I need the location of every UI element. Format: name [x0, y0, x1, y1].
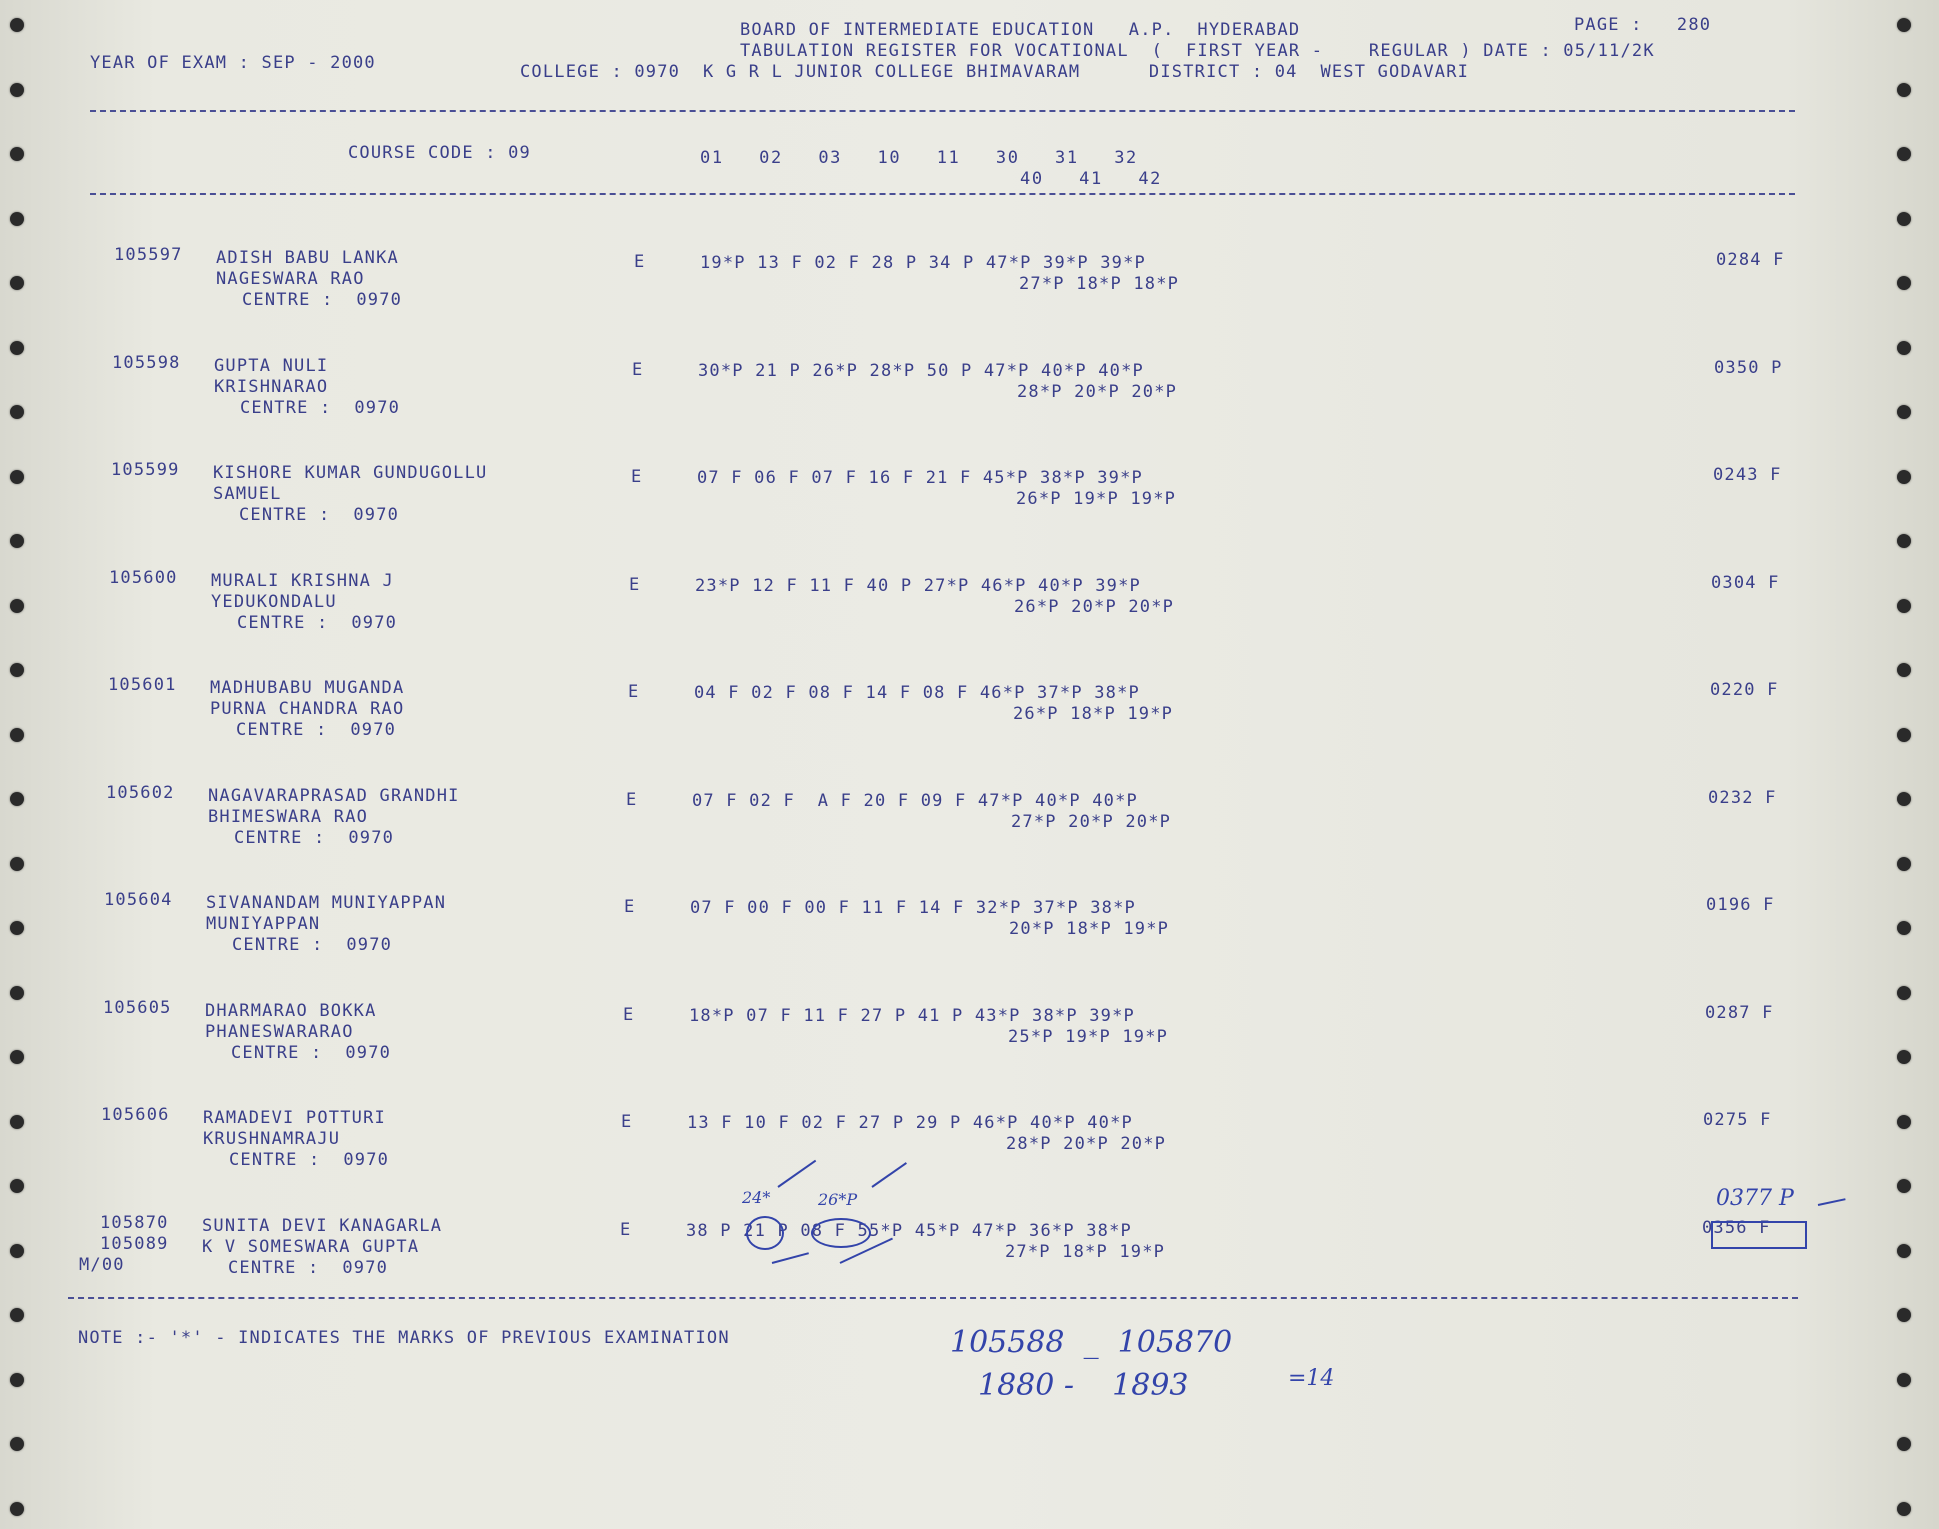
student-name: KISHORE KUMAR GUNDUGOLLU — [213, 463, 488, 483]
handwritten-range-serial: 1880 - 1893 — [978, 1368, 1189, 1403]
parent-name: PURNA CHANDRA RAO — [210, 699, 405, 719]
total-result: 0220 F — [1710, 680, 1779, 700]
perforation-hole — [10, 341, 24, 355]
hall-ticket-number-alt: 105089 — [100, 1234, 169, 1254]
total-result: 0243 F — [1713, 465, 1782, 485]
parent-name: PHANESWARARAO — [205, 1022, 354, 1042]
centre-code: CENTRE : 0970 — [228, 1258, 389, 1278]
perforation-hole — [10, 276, 24, 290]
subject-codes-row2: 40 41 42 — [1020, 169, 1163, 189]
centre-code: CENTRE : 0970 — [231, 1043, 392, 1063]
perforation-hole — [1897, 212, 1911, 226]
perforation-hole — [1897, 534, 1911, 548]
perforation-hole — [10, 534, 24, 548]
total-result: 0284 F — [1716, 250, 1785, 270]
medium: E — [626, 790, 638, 810]
hall-ticket-number: 105604 — [104, 890, 173, 910]
perforation-hole — [1897, 921, 1911, 935]
centre-code: CENTRE : 0970 — [240, 398, 401, 418]
handwritten-new-total: 0377 P — [1716, 1186, 1794, 1211]
marks-row1: 07 F 02 F A F 20 F 09 F 47*P 40*P 40*P — [692, 791, 1138, 811]
board-title: BOARD OF INTERMEDIATE EDUCATION A.P. HYDERABAD — [740, 20, 1301, 40]
hall-ticket-number: 105606 — [101, 1105, 170, 1125]
perforation-hole — [1897, 405, 1911, 419]
medium: E — [628, 682, 640, 702]
perforation-hole — [10, 1115, 24, 1129]
perforation-hole — [10, 663, 24, 677]
parent-name: NAGESWARA RAO — [216, 269, 365, 289]
perforation-hole — [10, 857, 24, 871]
hall-ticket-number: 105605 — [103, 998, 172, 1018]
centre-code: CENTRE : 0970 — [229, 1150, 390, 1170]
medium: E — [634, 252, 646, 272]
parent-name: KRISHNARAO — [214, 377, 329, 397]
marks-row1: 07 F 06 F 07 F 16 F 21 F 45*P 38*P 39*P — [697, 468, 1143, 488]
student-name: DHARMARAO BOKKA — [205, 1001, 377, 1021]
centre-code: CENTRE : 0970 — [237, 613, 398, 633]
centre-code: CENTRE : 0970 — [239, 505, 400, 525]
marks-row1: 13 F 10 F 02 F 27 P 29 P 46*P 40*P 40*P — [687, 1113, 1133, 1133]
perforation-hole — [1897, 341, 1911, 355]
parent-name: SAMUEL — [213, 484, 282, 504]
perforation-hole — [1897, 1308, 1911, 1322]
divider-header — [90, 193, 1795, 195]
marks-row1: 07 F 00 F 00 F 11 F 14 F 32*P 37*P 38*P — [690, 898, 1136, 918]
medium: E — [629, 575, 641, 595]
course-code: COURSE CODE : 09 — [348, 143, 531, 163]
hall-ticket-number: 105870 — [100, 1213, 169, 1233]
marks-row1: 30*P 21 P 26*P 28*P 50 P 47*P 40*P 40*P — [698, 361, 1144, 381]
centre-code: CENTRE : 0970 — [236, 720, 397, 740]
perforation-hole — [10, 405, 24, 419]
pen-stroke — [871, 1162, 907, 1188]
perforation-hole — [1897, 1502, 1911, 1516]
perforation-hole — [10, 1179, 24, 1193]
perforation-hole — [10, 1437, 24, 1451]
marks-row2: 27*P 18*P 19*P — [1005, 1242, 1166, 1262]
medium: E — [631, 467, 643, 487]
perforation-hole — [10, 921, 24, 935]
perforation-hole — [10, 1502, 24, 1516]
circled-mark — [746, 1216, 784, 1250]
medium: E — [624, 897, 636, 917]
student-name: SIVANANDAM MUNIYAPPAN — [206, 893, 447, 913]
perforation-hole — [1897, 857, 1911, 871]
hall-ticket-number: 105600 — [109, 568, 178, 588]
supplementary-tag: M/00 — [79, 1255, 125, 1275]
perforation-hole — [1897, 663, 1911, 677]
marks-row2: 27*P 18*P 18*P — [1019, 274, 1180, 294]
divider-bottom — [68, 1297, 1798, 1299]
centre-code: CENTRE : 0970 — [232, 935, 393, 955]
perforation-hole — [1897, 1437, 1911, 1451]
parent-name: BHIMESWARA RAO — [208, 807, 369, 827]
perforation-hole — [1897, 728, 1911, 742]
marks-row2: 20*P 18*P 19*P — [1009, 919, 1170, 939]
marks-row2: 28*P 20*P 20*P — [1006, 1134, 1167, 1154]
perforation-hole — [10, 1308, 24, 1322]
perforation-hole — [1897, 792, 1911, 806]
handwritten-count: =14 — [1288, 1366, 1335, 1391]
perforation-hole — [10, 147, 24, 161]
hall-ticket-number: 105601 — [108, 675, 177, 695]
marks-row2: 26*P 18*P 19*P — [1013, 704, 1174, 724]
perforation-hole — [1897, 147, 1911, 161]
register-title: TABULATION REGISTER FOR VOCATIONAL ( FIRST YEAR - REGULAR ) DATE : 05/11/2K — [740, 41, 1655, 61]
parent-name: MUNIYAPPAN — [206, 914, 321, 934]
student-name: NAGAVARAPRASAD GRANDHI — [208, 786, 460, 806]
perforation-hole — [10, 470, 24, 484]
marks-row2: 26*P 19*P 19*P — [1016, 489, 1177, 509]
centre-code: CENTRE : 0970 — [242, 290, 403, 310]
perforation-hole — [1897, 18, 1911, 32]
total-result: 0232 F — [1708, 788, 1777, 808]
hall-ticket-number: 105598 — [112, 353, 181, 373]
hall-ticket-number: 105599 — [111, 460, 180, 480]
perforation-hole — [1897, 1050, 1911, 1064]
perforation-hole — [1897, 1179, 1911, 1193]
student-name: MADHUBABU MUGANDA — [210, 678, 405, 698]
handwritten-correction-b: 26*P — [818, 1190, 858, 1209]
medium: E — [621, 1112, 633, 1132]
total-result: 0304 F — [1711, 573, 1780, 593]
subject-codes-row1: 01 02 03 10 11 30 31 32 — [700, 148, 1138, 168]
total-result: 0356 F — [1702, 1218, 1771, 1238]
perforation-hole — [10, 728, 24, 742]
medium: E — [623, 1005, 635, 1025]
perforation-hole — [10, 1050, 24, 1064]
student-name: RAMADEVI POTTURI — [203, 1108, 386, 1128]
perforation-hole — [10, 599, 24, 613]
perforation-hole — [1897, 276, 1911, 290]
perforation-hole — [10, 986, 24, 1000]
college-line: COLLEGE : 0970 K G R L JUNIOR COLLEGE BHIMAVARAM DISTRICT : 04 WEST GODAVARI — [520, 62, 1470, 82]
perforation-hole — [10, 212, 24, 226]
marks-row2: 27*P 20*P 20*P — [1011, 812, 1172, 832]
student-name: SUNITA DEVI KANAGARLA — [202, 1216, 443, 1236]
perforation-hole — [10, 18, 24, 32]
medium: E — [632, 360, 644, 380]
marks-row2: 26*P 20*P 20*P — [1014, 597, 1175, 617]
parent-name: KRUSHNAMRAJU — [203, 1129, 341, 1149]
student-name: ADISH BABU LANKA — [216, 248, 399, 268]
perforation-hole — [10, 83, 24, 97]
marks-row1: 19*P 13 F 02 F 28 P 34 P 47*P 39*P 39*P — [700, 253, 1146, 273]
medium: E — [620, 1220, 632, 1240]
boxed-total — [1711, 1221, 1807, 1249]
marks-row2: 25*P 19*P 19*P — [1008, 1027, 1169, 1047]
student-name: GUPTA NULI — [214, 356, 329, 376]
total-result: 0196 F — [1706, 895, 1775, 915]
marks-row2: 28*P 20*P 20*P — [1017, 382, 1178, 402]
total-result: 0275 F — [1703, 1110, 1772, 1130]
marks-row1: 38 P 21 P 08 F 55*P 45*P 47*P 36*P 38*P — [686, 1221, 1132, 1241]
marks-row1: 18*P 07 F 11 F 27 P 41 P 43*P 38*P 39*P — [689, 1006, 1135, 1026]
perforation-hole — [1897, 1115, 1911, 1129]
circled-mark — [811, 1218, 871, 1248]
hall-ticket-number: 105597 — [114, 245, 183, 265]
marks-row1: 04 F 02 F 08 F 14 F 08 F 46*P 37*P 38*P — [694, 683, 1140, 703]
perforation-hole — [1897, 470, 1911, 484]
total-result: 0350 P — [1714, 358, 1783, 378]
footnote: NOTE :- '*' - INDICATES THE MARKS OF PREVIOUS EXAMINATION — [78, 1328, 730, 1348]
perforation-hole — [1897, 599, 1911, 613]
perforation-hole — [10, 1244, 24, 1258]
total-result: 0287 F — [1705, 1003, 1774, 1023]
handwritten-correction-a: 24* — [742, 1188, 771, 1207]
pen-stroke — [777, 1160, 816, 1188]
hall-ticket-number: 105602 — [106, 783, 175, 803]
student-name: MURALI KRISHNA J — [211, 571, 394, 591]
perforation-hole — [10, 792, 24, 806]
marks-row1: 23*P 12 F 11 F 40 P 27*P 46*P 40*P 39*P — [695, 576, 1141, 596]
perforation-hole — [1897, 986, 1911, 1000]
perforation-hole — [1897, 83, 1911, 97]
year-of-exam: YEAR OF EXAM : SEP - 2000 — [90, 53, 376, 73]
parent-name: K V SOMESWARA GUPTA — [202, 1237, 420, 1257]
perforation-hole — [1897, 1373, 1911, 1387]
divider-top — [90, 110, 1795, 112]
pen-stroke — [772, 1252, 809, 1264]
handwritten-range-htno: 105588 _ 105870 — [950, 1325, 1233, 1360]
page-number: PAGE : 280 — [1574, 15, 1712, 35]
centre-code: CENTRE : 0970 — [234, 828, 395, 848]
pen-stroke — [1818, 1198, 1846, 1206]
perforation-hole — [10, 1373, 24, 1387]
parent-name: YEDUKONDALU — [211, 592, 337, 612]
perforation-hole — [1897, 1244, 1911, 1258]
